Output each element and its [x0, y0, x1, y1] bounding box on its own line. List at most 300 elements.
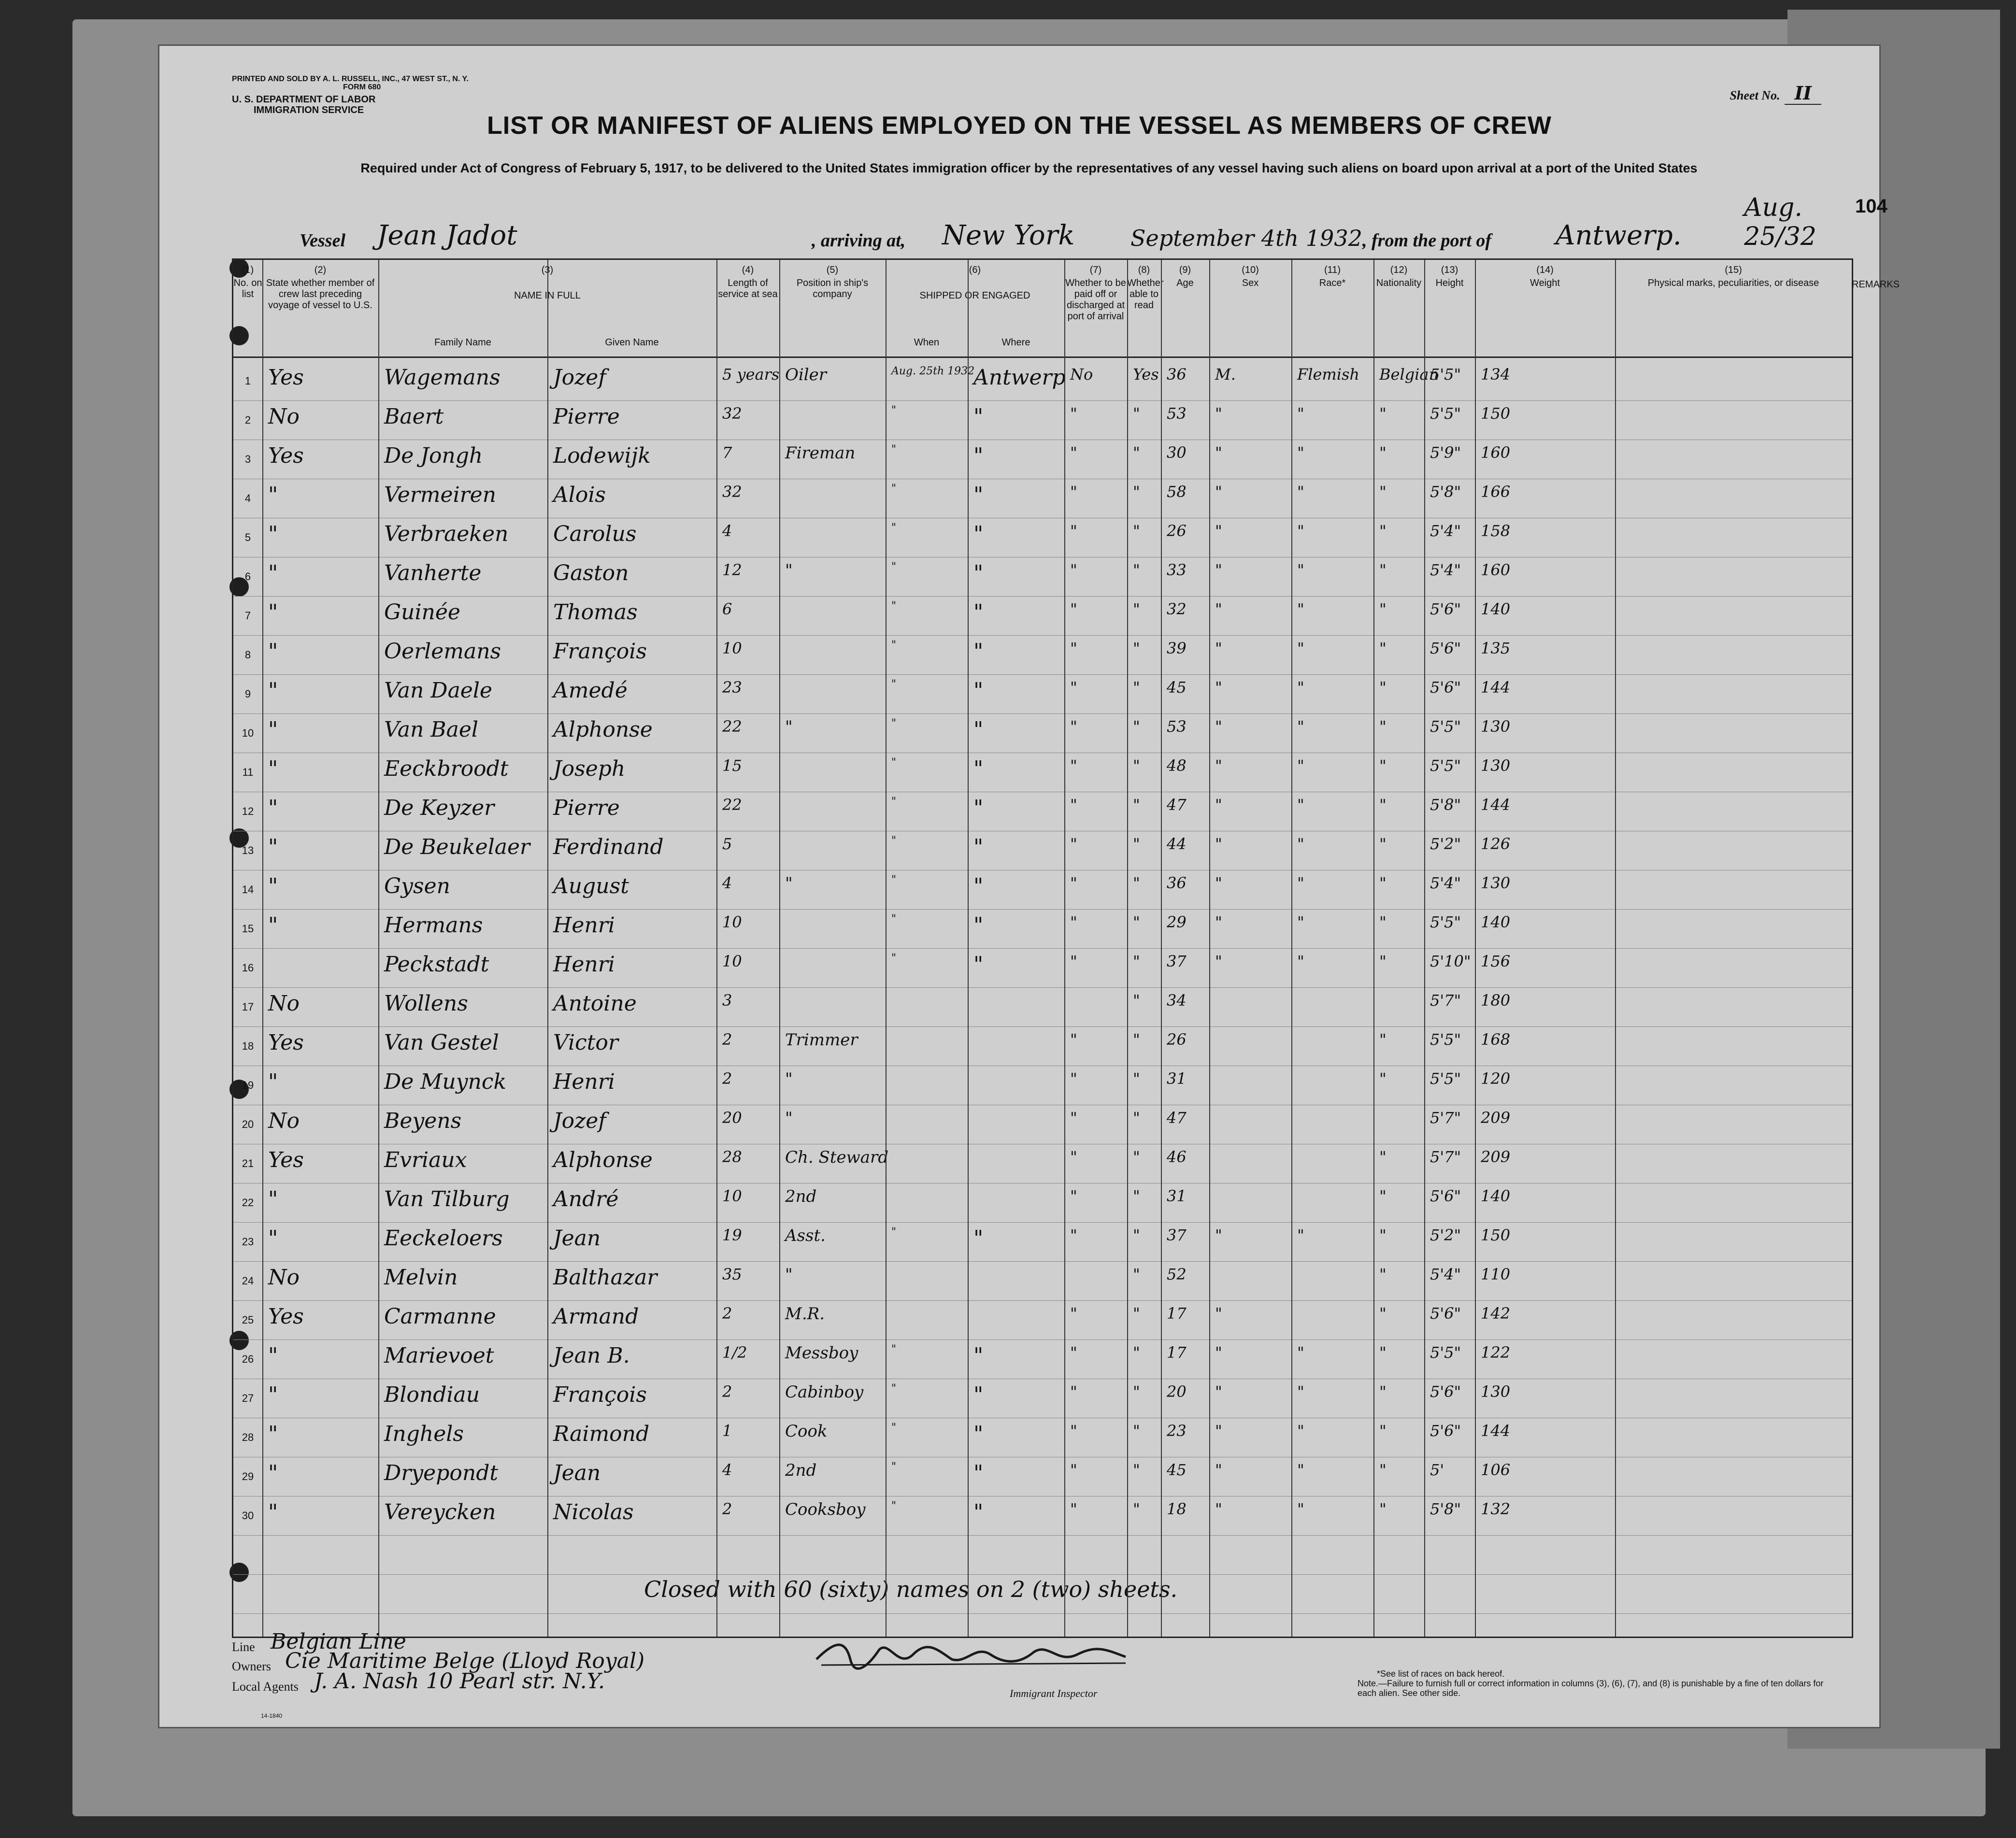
- sheet-value: II: [1785, 82, 1821, 105]
- cell-paid: ": [1070, 1304, 1077, 1323]
- sheet-label: Sheet No.: [1730, 88, 1780, 102]
- subcolumn-header-when: When: [914, 337, 940, 348]
- cell-race: ": [1297, 952, 1304, 970]
- cell-height: 5'4": [1430, 874, 1461, 892]
- cell-read: ": [1133, 952, 1140, 970]
- cell-no: 11: [242, 766, 254, 778]
- arrival-date: September 4th 1932: [1130, 225, 1362, 251]
- cell-read: ": [1133, 561, 1140, 579]
- cell-prev: Yes: [268, 1148, 304, 1172]
- cell-position: Asst.: [785, 1226, 826, 1245]
- cell-height: 5'4": [1430, 561, 1461, 579]
- cell-read: ": [1133, 1422, 1140, 1440]
- cell-given: Jean: [553, 1226, 601, 1251]
- cell-service: 4: [722, 1461, 732, 1479]
- column-divider: [1424, 260, 1425, 1637]
- column-number: (12): [1390, 265, 1408, 275]
- row-divider: [233, 1222, 1852, 1223]
- cell-height: 5'5": [1430, 1069, 1461, 1088]
- row-divider: [233, 948, 1852, 949]
- cell-read: ": [1133, 913, 1140, 931]
- column-label: Physical marks, peculiarities, or disease: [1647, 278, 1819, 288]
- cell-sex: ": [1215, 756, 1222, 775]
- cell-age: 47: [1167, 1109, 1187, 1127]
- cell-age: 31: [1167, 1069, 1187, 1088]
- vessel-label: Vessel: [300, 230, 345, 251]
- cell-race: ": [1297, 522, 1304, 540]
- cell-service: 2: [722, 1304, 732, 1323]
- cell-prev: ": [268, 1226, 278, 1251]
- cell-nat: ": [1379, 717, 1387, 736]
- column-number: (2): [314, 265, 327, 275]
- cell-where: ": [973, 639, 984, 664]
- cell-nat: ": [1379, 639, 1387, 657]
- cell-family: Hermans: [384, 913, 483, 938]
- cell-no: 29: [242, 1470, 254, 1482]
- cell-no: 13: [242, 844, 254, 856]
- cell-height: 5'6": [1430, 1304, 1461, 1323]
- cell-sex: ": [1215, 835, 1222, 853]
- cell-service: 5: [722, 835, 732, 853]
- vessel-line: [300, 193, 1865, 256]
- cell-sex: ": [1215, 561, 1222, 579]
- cell-paid: ": [1070, 835, 1077, 853]
- cell-read: ": [1133, 1148, 1140, 1166]
- cell-weight: 122: [1481, 1343, 1511, 1362]
- cell-given: Pierre: [553, 404, 620, 429]
- cell-family: Melvin: [384, 1265, 458, 1290]
- cell-race: ": [1297, 639, 1304, 657]
- cell-sex: ": [1215, 796, 1222, 814]
- cell-nat: ": [1379, 1422, 1387, 1440]
- cell-nat: ": [1379, 913, 1387, 931]
- cell-no: 10: [242, 727, 254, 739]
- cell-when: ": [891, 796, 897, 808]
- cell-given: Alphonse: [553, 717, 653, 742]
- cell-race: ": [1297, 1343, 1304, 1362]
- cell-family: Van Gestel: [384, 1030, 499, 1055]
- cell-service: 10: [722, 952, 742, 970]
- cell-age: 47: [1167, 796, 1187, 814]
- cell-nat: ": [1379, 483, 1387, 501]
- cell-where: ": [973, 443, 984, 468]
- cell-paid: ": [1070, 1030, 1077, 1049]
- arriving-value: New York: [942, 220, 1075, 251]
- cell-nat: ": [1379, 600, 1387, 618]
- cell-given: Henri: [553, 1069, 615, 1094]
- cell-paid: ": [1070, 404, 1077, 423]
- cell-prev: ": [268, 522, 278, 546]
- row-divider: [233, 909, 1852, 910]
- column-number: (10): [1242, 265, 1259, 275]
- cell-read: ": [1133, 483, 1140, 501]
- cell-paid: ": [1070, 874, 1077, 892]
- cell-weight: 120: [1481, 1069, 1511, 1088]
- cell-service: 32: [722, 483, 742, 501]
- cell-read: ": [1133, 756, 1140, 775]
- cell-no: 15: [242, 923, 254, 935]
- cell-nat: ": [1379, 952, 1387, 970]
- cell-prev: ": [268, 600, 278, 625]
- closing-note: Closed with 60 (sixty) names on 2 (two) sheets.: [644, 1576, 1178, 1602]
- cell-age: 26: [1167, 522, 1187, 540]
- page-subtitle: Required under Act of Congress of February 5, 1917, to be delivered to the United States immigration officer by the representatives of any vessel having such aliens on board upon arrival at a port of the United States: [360, 161, 1698, 175]
- cell-age: 18: [1167, 1500, 1187, 1518]
- cell-read: ": [1133, 443, 1140, 462]
- cell-where: ": [973, 913, 984, 938]
- from-port-label: , from the port of: [1362, 230, 1492, 251]
- cell-where: ": [973, 952, 984, 977]
- cell-age: 53: [1167, 717, 1187, 736]
- cell-given: Henri: [553, 913, 615, 938]
- cell-family: Blondiau: [384, 1382, 480, 1407]
- column-divider: [1161, 260, 1162, 1637]
- cell-height: 5': [1430, 1461, 1444, 1479]
- cell-given: August: [553, 874, 629, 898]
- cell-read: ": [1133, 678, 1140, 697]
- cell-weight: 144: [1481, 796, 1511, 814]
- cell-prev: ": [268, 1069, 278, 1094]
- cell-paid: ": [1070, 561, 1077, 579]
- footer-form-code: 14-1840: [261, 1712, 283, 1719]
- cell-paid: ": [1070, 1226, 1077, 1244]
- cell-where: ": [973, 404, 984, 429]
- cell-given: Victor: [553, 1030, 618, 1055]
- cell-prev: Yes: [268, 1304, 304, 1329]
- inspector-signature: [807, 1635, 1145, 1674]
- cell-family: Marievoet: [384, 1343, 494, 1368]
- cell-given: Raimond: [553, 1422, 650, 1446]
- cell-weight: 130: [1481, 717, 1511, 736]
- column-header: [1161, 265, 1209, 289]
- cell-when: ": [891, 443, 897, 456]
- cell-service: 23: [722, 678, 742, 697]
- cell-family: Oerlemans: [384, 639, 501, 664]
- row-divider: [233, 1613, 1852, 1614]
- cell-age: 26: [1167, 1030, 1187, 1049]
- vessel-value: Jean Jadot: [377, 220, 517, 251]
- column-divider: [262, 260, 263, 1637]
- cell-family: Wollens: [384, 991, 468, 1016]
- cell-service: 2: [722, 1069, 732, 1088]
- cell-weight: 166: [1481, 483, 1511, 501]
- cell-no: 22: [242, 1197, 254, 1209]
- cell-family: Wagemans: [384, 365, 500, 390]
- cell-age: 37: [1167, 952, 1187, 970]
- column-label: Nationality: [1376, 278, 1422, 288]
- cell-age: 31: [1167, 1187, 1187, 1205]
- cell-read: ": [1133, 1226, 1140, 1244]
- cell-read: ": [1133, 1500, 1140, 1518]
- cell-nat: ": [1379, 1343, 1387, 1362]
- cell-nat: ": [1379, 835, 1387, 853]
- cell-age: 44: [1167, 835, 1187, 853]
- cell-race: ": [1297, 835, 1304, 853]
- cell-nat: ": [1379, 1187, 1387, 1205]
- cell-age: 34: [1167, 991, 1187, 1010]
- cell-sex: ": [1215, 874, 1222, 892]
- cell-prev: No: [268, 991, 300, 1016]
- cell-service: 5 years: [722, 365, 780, 384]
- cell-paid: ": [1070, 1343, 1077, 1362]
- cell-no: 18: [242, 1040, 254, 1052]
- cell-sex: ": [1215, 1382, 1222, 1401]
- cell-sex: ": [1215, 483, 1222, 501]
- row-divider: [233, 1026, 1852, 1027]
- cell-height: 5'5": [1430, 1030, 1461, 1049]
- cell-sex: ": [1215, 913, 1222, 931]
- cell-prev: ": [268, 678, 278, 703]
- cell-height: 5'5": [1430, 1343, 1461, 1362]
- cell-read: ": [1133, 717, 1140, 736]
- cell-nat: ": [1379, 1226, 1387, 1244]
- cell-service: 2: [722, 1030, 732, 1049]
- cell-family: Eeckbroodt: [384, 756, 509, 781]
- cell-height: 5'8": [1430, 483, 1461, 501]
- cell-prev: Yes: [268, 443, 304, 468]
- cell-race: Flemish: [1297, 365, 1359, 384]
- cell-position: ": [785, 717, 793, 737]
- cell-weight: 132: [1481, 1500, 1511, 1518]
- cell-when: Aug. 25th 1932: [891, 365, 975, 377]
- cell-height: 5'6": [1430, 1382, 1461, 1401]
- cell-weight: 150: [1481, 404, 1511, 423]
- cell-no: 2: [244, 414, 251, 426]
- cell-family: Vermeiren: [384, 483, 497, 507]
- column-number: (6): [969, 265, 981, 275]
- cell-read: ": [1133, 1343, 1140, 1362]
- cell-height: 5'7": [1430, 1109, 1461, 1127]
- column-label: Length of service at sea: [718, 278, 778, 299]
- cell-read: ": [1133, 1109, 1140, 1127]
- cell-position: ": [785, 1265, 793, 1284]
- cell-weight: 168: [1481, 1030, 1511, 1049]
- column-label: Whether able to read: [1127, 278, 1164, 311]
- cell-sex: ": [1215, 717, 1222, 736]
- cell-sex: ": [1215, 1422, 1222, 1440]
- cell-nat: ": [1379, 561, 1387, 579]
- cell-service: 22: [722, 796, 742, 814]
- cell-paid: ": [1070, 1422, 1077, 1440]
- cell-given: Pierre: [553, 796, 620, 820]
- cell-family: Vanherte: [384, 561, 482, 585]
- cell-height: 5'6": [1430, 639, 1461, 657]
- cell-given: Amedé: [553, 678, 628, 703]
- row-divider: [233, 635, 1852, 636]
- cell-paid: ": [1070, 639, 1077, 657]
- cell-race: ": [1297, 404, 1304, 423]
- cell-read: ": [1133, 1304, 1140, 1323]
- cell-read: ": [1133, 600, 1140, 618]
- cell-sex: ": [1215, 1461, 1222, 1479]
- cell-family: Evriaux: [384, 1148, 467, 1172]
- cell-read: ": [1133, 1030, 1140, 1049]
- cell-age: 53: [1167, 404, 1187, 423]
- column-header: [886, 265, 1064, 301]
- cell-age: 29: [1167, 913, 1187, 931]
- crew-table: [232, 258, 1900, 1638]
- cell-where: ": [973, 600, 984, 625]
- cell-family: Beyens: [384, 1109, 462, 1133]
- cell-height: 5'7": [1430, 991, 1461, 1010]
- row-divider: [233, 1574, 1852, 1575]
- cell-race: ": [1297, 561, 1304, 579]
- cell-where: ": [973, 483, 984, 507]
- cell-read: ": [1133, 1265, 1140, 1283]
- cell-given: Armand: [553, 1304, 639, 1329]
- column-number: (8): [1138, 265, 1150, 275]
- cell-given: Jozef: [553, 365, 606, 390]
- cell-nat: ": [1379, 1030, 1387, 1049]
- cell-read: ": [1133, 404, 1140, 423]
- footer-notes: [1358, 1669, 1841, 1698]
- cell-weight: 130: [1481, 1382, 1511, 1401]
- cell-age: 58: [1167, 483, 1187, 501]
- column-number: (13): [1441, 265, 1458, 275]
- cell-weight: 126: [1481, 835, 1511, 853]
- cell-age: 36: [1167, 365, 1187, 384]
- cell-height: 5'9": [1430, 443, 1461, 462]
- column-label: Weight: [1530, 278, 1560, 288]
- row-divider: [233, 987, 1852, 988]
- cell-when: ": [891, 952, 897, 964]
- cell-nat: ": [1379, 1382, 1387, 1401]
- cell-service: 32: [722, 404, 742, 423]
- cell-weight: 110: [1481, 1265, 1511, 1283]
- cell-service: 7: [722, 443, 732, 462]
- cell-paid: ": [1070, 717, 1077, 736]
- row-divider: [233, 1300, 1852, 1301]
- owners-value: Cie Maritime Belge (Lloyd Royal): [285, 1649, 645, 1673]
- row-divider: [233, 1339, 1852, 1340]
- cell-nat: ": [1379, 678, 1387, 697]
- cell-no: 30: [242, 1510, 254, 1522]
- cell-sex: ": [1215, 1343, 1222, 1362]
- cell-prev: No: [268, 1109, 300, 1133]
- cell-read: ": [1133, 1187, 1140, 1205]
- column-header: [1615, 265, 1852, 289]
- cell-age: 36: [1167, 874, 1187, 892]
- cell-no: 19: [242, 1079, 254, 1091]
- cell-service: 2: [722, 1382, 732, 1401]
- cell-given: André: [553, 1187, 619, 1211]
- cell-race: ": [1297, 1382, 1304, 1401]
- cell-weight: 180: [1481, 991, 1511, 1010]
- column-label: SHIPPED OR ENGAGED: [919, 290, 1030, 301]
- cell-no: 4: [244, 492, 251, 504]
- cell-weight: 160: [1481, 443, 1511, 462]
- cell-given: Thomas: [553, 600, 638, 625]
- row-divider: [233, 713, 1852, 714]
- cell-race: ": [1297, 913, 1304, 931]
- agents-label: Local Agents: [232, 1680, 299, 1694]
- cell-paid: ": [1070, 1382, 1077, 1401]
- cell-prev: ": [268, 835, 278, 859]
- cell-given: Carolus: [553, 522, 637, 546]
- column-number: (9): [1179, 265, 1191, 275]
- cell-no: 6: [244, 570, 251, 583]
- cell-height: 5'5": [1430, 756, 1461, 775]
- cell-paid: ": [1070, 1148, 1077, 1166]
- cell-race: ": [1297, 1500, 1304, 1518]
- cell-height: 5'7": [1430, 1148, 1461, 1166]
- cell-sex: ": [1215, 404, 1222, 423]
- cell-age: 52: [1167, 1265, 1187, 1283]
- cell-height: 5'6": [1430, 678, 1461, 697]
- cell-prev: No: [268, 404, 300, 429]
- cell-given: Henri: [553, 952, 615, 977]
- cell-when: ": [891, 639, 897, 651]
- cell-prev: ": [268, 756, 278, 781]
- manifest-sheet: [159, 46, 1900, 1727]
- cell-race: ": [1297, 1461, 1304, 1479]
- cell-prev: ": [268, 1343, 278, 1368]
- cell-position: Trimmer: [785, 1030, 858, 1050]
- cell-where: ": [973, 1500, 984, 1525]
- cell-height: 5'2": [1430, 1226, 1461, 1244]
- cell-prev: ": [268, 639, 278, 664]
- cell-weight: 106: [1481, 1461, 1511, 1479]
- cell-no: 12: [242, 805, 254, 817]
- column-header: [779, 265, 886, 300]
- cell-no: 27: [242, 1392, 254, 1404]
- cell-paid: ": [1070, 600, 1077, 618]
- cell-prev: ": [268, 483, 278, 507]
- cell-service: 3: [722, 991, 732, 1010]
- column-label: Height: [1435, 278, 1464, 288]
- cell-paid: No: [1070, 365, 1093, 384]
- cell-weight: 130: [1481, 756, 1511, 775]
- subcolumn-header-where: Where: [1001, 337, 1030, 348]
- cell-family: Verbraeken: [384, 522, 509, 546]
- cell-paid: ": [1070, 1500, 1077, 1518]
- cell-where: ": [973, 796, 984, 820]
- inspector-label: Immigrant Inspector: [1010, 1687, 1098, 1699]
- cell-prev: ": [268, 1422, 278, 1446]
- column-label: Whether to be paid off or discharged at port of arrival: [1065, 278, 1126, 322]
- port-value: Antwerp.: [1556, 220, 1682, 251]
- cell-no: 23: [242, 1236, 254, 1248]
- cell-family: Baert: [384, 404, 444, 429]
- column-number: (11): [1324, 265, 1341, 275]
- cell-age: 20: [1167, 1382, 1187, 1401]
- cell-prev: ": [268, 796, 278, 820]
- row-divider: [233, 596, 1852, 597]
- sheet-number: [1730, 82, 1821, 104]
- cell-service: 10: [722, 913, 742, 931]
- cell-position: 2nd: [785, 1187, 817, 1206]
- cell-age: 30: [1167, 443, 1187, 462]
- cell-read: ": [1133, 796, 1140, 814]
- cell-weight: 160: [1481, 561, 1511, 579]
- cell-no: 17: [242, 1001, 254, 1013]
- cell-height: 5'5": [1430, 717, 1461, 736]
- column-divider: [968, 260, 969, 1637]
- cell-given: Lodewijk: [553, 443, 651, 468]
- cell-paid: ": [1070, 952, 1077, 970]
- cell-position: Fireman: [785, 443, 856, 463]
- cell-prev: ": [268, 874, 278, 898]
- row-divider: [233, 400, 1852, 401]
- cell-age: 23: [1167, 1422, 1187, 1440]
- column-header: [716, 265, 779, 300]
- cell-where: ": [973, 561, 984, 585]
- signature-image: [807, 1635, 1145, 1674]
- cell-nat: ": [1379, 874, 1387, 892]
- column-label: No. on list: [233, 278, 262, 299]
- cell-no: 5: [244, 531, 251, 543]
- cell-height: 5'2": [1430, 835, 1461, 853]
